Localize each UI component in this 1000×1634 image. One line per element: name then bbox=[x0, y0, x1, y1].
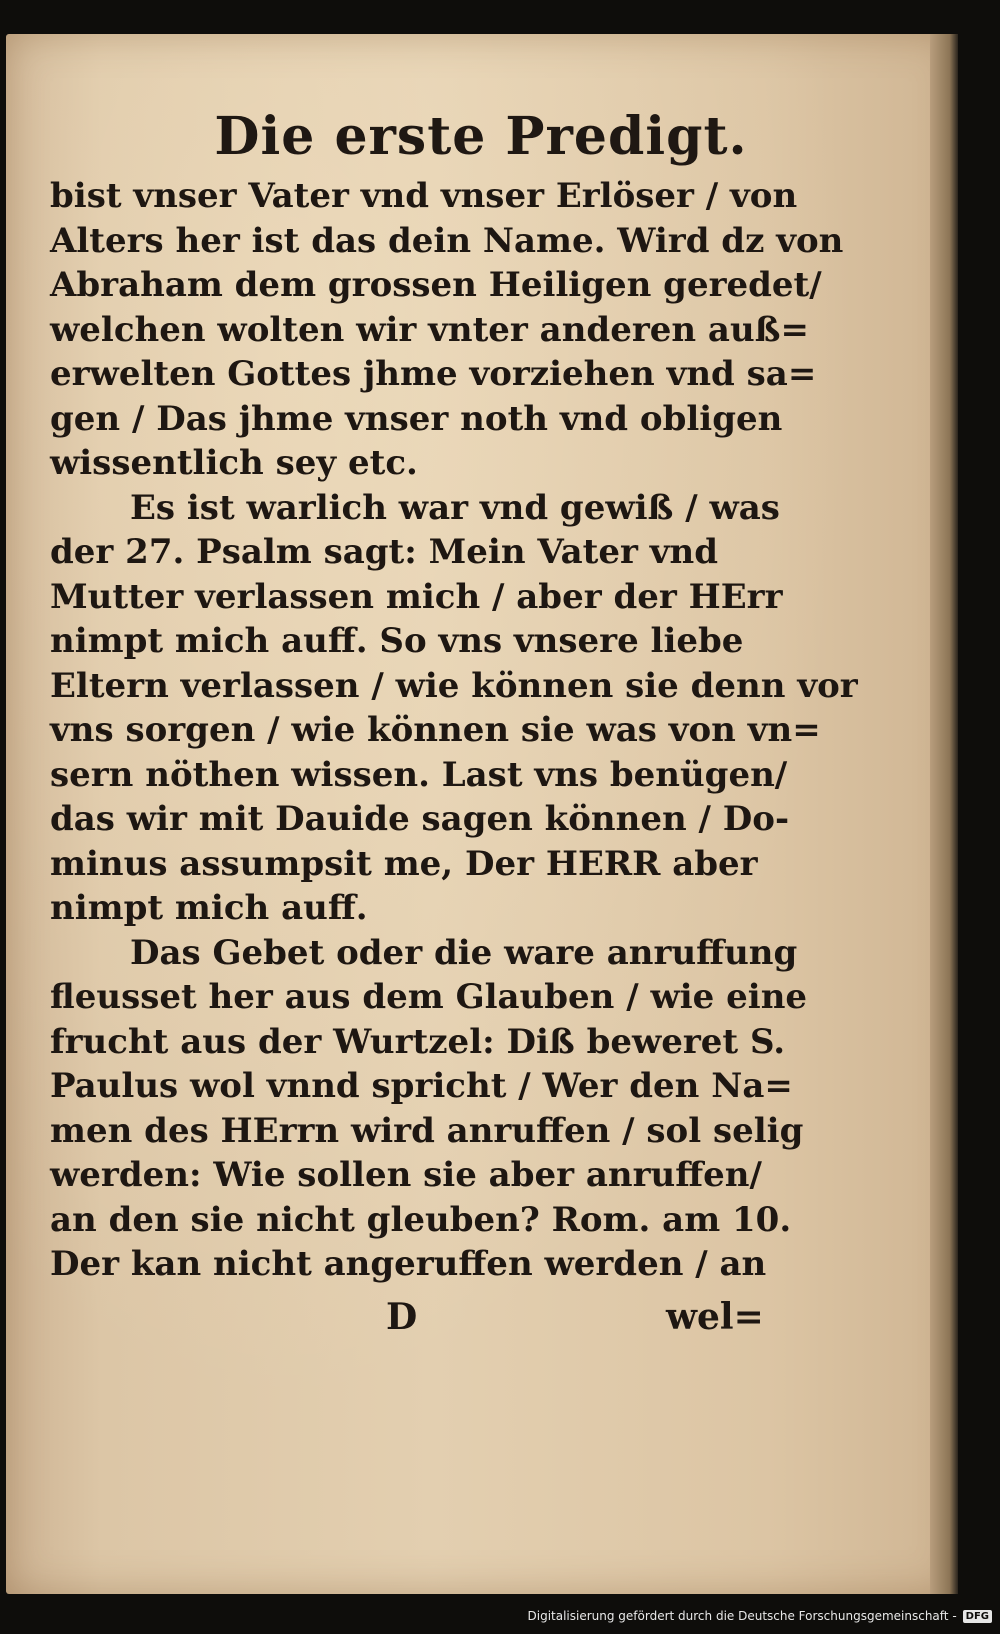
text-line: Paulus wol vnnd spricht / Wer den Na= bbox=[50, 1066, 793, 1106]
text-line: werden: Wie sollen sie aber anruffen/ bbox=[50, 1155, 762, 1195]
digitization-footer bbox=[528, 1606, 993, 1626]
footer-text: Digitalisierung gefördert durch die Deutsche Forschungsgemeinschaft - bbox=[527, 1609, 957, 1623]
text-line: der 27. Psalm sagt: Mein Vater vnd bbox=[50, 532, 719, 572]
text-line: Der kan nicht angeruffen werden / an bbox=[50, 1244, 767, 1284]
signature-mark: D bbox=[386, 1296, 418, 1338]
catchword: wel= bbox=[666, 1296, 764, 1338]
text-line: minus assumpsit me, Der HERR aber bbox=[50, 843, 758, 884]
text-line: Eltern verlassen / wie können sie denn vor bbox=[50, 665, 858, 706]
page-edge bbox=[930, 34, 958, 1594]
text-line: wissentlich sey etc. bbox=[50, 443, 418, 483]
text-line: an den sie nicht gleuben? Rom. am 10. bbox=[50, 1199, 792, 1240]
book-page bbox=[6, 34, 956, 1594]
text-line: Es ist warlich war vnd gewiß / was bbox=[130, 487, 780, 528]
text-line: Das Gebet oder die ware anruffung bbox=[130, 932, 798, 973]
text-line: sern nöthen wissen. Last vns benügen/ bbox=[50, 754, 788, 795]
text-line: fleusset her aus dem Glauben / wie eine bbox=[50, 977, 808, 1017]
text-line: nimpt mich auff. So vns vnsere liebe bbox=[50, 621, 744, 661]
text-line: gen / Das jhme vnser noth vnd obligen bbox=[50, 398, 783, 439]
text-line: erwelten Gottes jhme vorziehen vnd sa= bbox=[50, 354, 817, 394]
text-line: Alters her ist das dein Name. Wird dz von bbox=[50, 220, 844, 261]
page-header: Die erste Predigt. bbox=[214, 106, 748, 167]
text-line: das wir mit Dauide sagen können / Do- bbox=[50, 799, 790, 839]
text-line: frucht aus der Wurtzel: Diß beweret S. bbox=[50, 1021, 786, 1062]
text-line: welchen wolten wir vnter anderen auß= bbox=[50, 309, 810, 350]
text-line: nimpt mich auff. bbox=[50, 888, 368, 928]
dfg-logo-icon: DFG bbox=[963, 1610, 992, 1623]
text-line: vns sorgen / wie können sie was von vn= bbox=[50, 710, 821, 750]
text-line: men des HErrn wird anruffen / sol selig bbox=[50, 1110, 804, 1151]
text-line: Abraham dem grossen Heiligen geredet/ bbox=[50, 265, 822, 305]
text-line: Mutter verlassen mich / aber der HErr bbox=[50, 576, 783, 617]
body-text bbox=[50, 174, 858, 1287]
text-line: bist vnser Vater vnd vnser Erlöser / von bbox=[50, 176, 798, 216]
